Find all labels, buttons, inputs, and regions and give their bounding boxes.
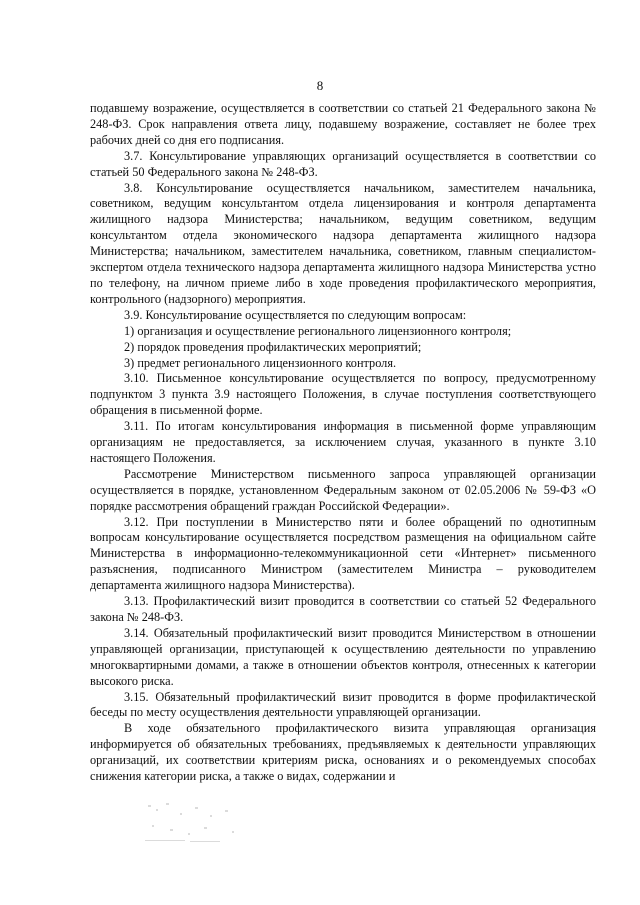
paragraph-3-7: 3.7. Консультирование управляющих организаций осуществляется в соответствии со статьей 50 Федерального закона № 248-ФЗ. xyxy=(90,148,596,179)
document-body xyxy=(90,101,596,785)
paragraph-continuation: подавшему возражение, осуществляется в соответствии со статьей 21 Федерального закона № 248-ФЗ. Срок направления ответа лицу, подавшему возражение, составляет не более трех рабочих дней со дня его подписания. xyxy=(90,101,596,147)
paragraph-3-10: 3.10. Письменное консультирование осуществляется по вопросу, предусмотренному подпунктом 3 пункта 3.9 настоящего Положения, в случае поступления соответствующего обращения в письменной форме. xyxy=(90,371,596,418)
paragraph-3-11: 3.11. По итогам консультирования информация в письменной форме управляющим организациям не предоставляется, за исключением случая, указанного в пункте 3.10 настоящего Положения. xyxy=(90,419,596,465)
paragraph-3-8: 3.8. Консультирование осуществляется начальником, заместителем начальника, советником, ведущим консультантом отдела лицензирования и контроля департамента жилищного надзора Министерства; начальником, ведущим советником, ведущим консультантом отдела экономического надзора департамента жилищного надзора Министерства; начальником, заместителем начальника, советником, главным специалистом-экспертом отдела технического надзора департамента жилищного надзора Министерства устно по телефону, на личном приеме либо в ходе проведения профилактического мероприятия, контрольного (надзорного) мероприятия. xyxy=(90,180,596,306)
faint-stamp-mark xyxy=(140,795,260,850)
paragraph-3-9: 3.9. Консультирование осуществляется по следующим вопросам: xyxy=(124,307,467,322)
paragraph-visit-info: В ходе обязательного профилактического визита управляющая организация информируется об обязательных требованиях, предъявляемых к деятельности управляющих организаций, их соответствии критериям риска, основаниях и о рекомендуемых способах снижения категории риска, а также о видах, содержании и xyxy=(90,721,596,784)
paragraph-3-13: 3.13. Профилактический визит проводится в соответствии со статьей 52 Федерального закона № 248-ФЗ. xyxy=(90,594,596,624)
paragraph-3-12: 3.12. При поступлении в Министерство пяти и более обращений по однотипным вопросам консультирование осуществляется посредством размещения на официальном сайте Министерства в информационно-телекоммуникационной сети «Интернет» письменного разъяснения, подписанного Министром (заместителем Министра – руководителем департамента жилищного надзора Министерства). xyxy=(90,514,596,593)
paragraph-written-request: Рассмотрение Министерством письменного запроса управляющей организации осуществляется в порядке, установленном Федеральным законом от 02.05.2006 № 59-ФЗ «О порядке рассмотрения обращений граждан Российской Федерации». xyxy=(90,466,596,513)
paragraph-3-14: 3.14. Обязательный профилактический визит проводится Министерством в отношении управляющей организации, приступающей к осуществлению деятельности по управлению многоквартирными домами, а также в отношении объектов контроля, отнесенных к категории высокого риска. xyxy=(90,625,596,688)
list-item-2: 2) порядок проведения профилактических мероприятий; xyxy=(124,339,422,354)
page-number: 8 xyxy=(316,78,324,93)
list-item-1: 1) организация и осуществление регионального лицензионного контроля; xyxy=(124,323,512,338)
list-item-3: 3) предмет регионального лицензионного контроля. xyxy=(124,355,397,370)
paragraph-3-15: 3.15. Обязательный профилактический визит проводится в форме профилактической беседы по месту осуществления деятельности управляющей организации. xyxy=(90,689,596,720)
